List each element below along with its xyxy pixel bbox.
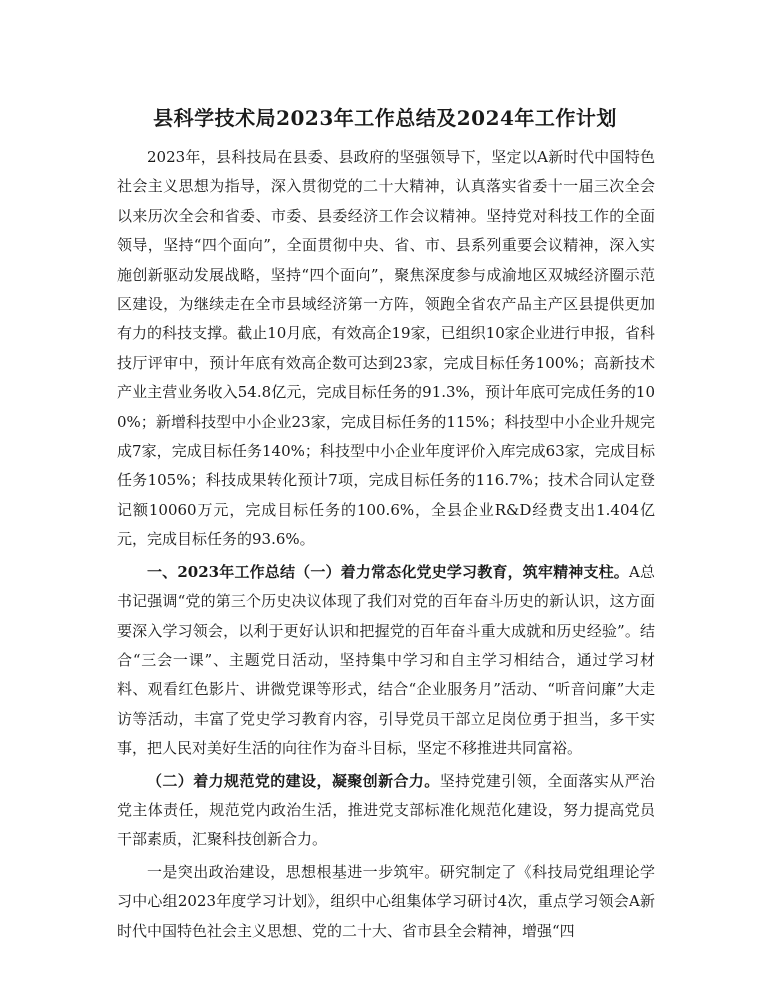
paragraph-text: A总书记强调“党的第三个历史决议体现了我们对党的百年奋斗历史的新认识，这方面要深入学习领会，以利于更好认识和把握党的百年奋斗重大成就和历史经验”。结合“三会一课”、主题党日活动，坚持集中学习和自主学习相结合，通过学习材料、观看红色影片、讲微党课等形式，结合“企业服务月”活动、“听音问廉”大走访等活动，丰富了党史学习教育内容，引导党员干部立足岗位勇于担当，多干实事，把人民对美好生活的向往作为奋斗目标，坚定不移推进共同富裕。: [117, 562, 655, 758]
paragraph-intro: [117, 143, 655, 555]
paragraph-point-1: [117, 858, 655, 946]
document-body: [117, 143, 655, 946]
section-heading: 一、2023年工作总结（一）着力常态化党史学习教育，筑牢精神支柱。: [147, 562, 629, 581]
paragraph-text: 一是突出政治建设，思想根基进一步筑牢。研究制定了《科技局党组理论学习中心组2023年度学习计划》，组织中心组集体学习研讨4次，重点学习领会A新时代中国特色社会主义思想、党的二十大、省市县全会精神，增强“四: [117, 862, 655, 940]
paragraph-text: 2023年，县科技局在县委、县政府的坚强领导下，坚定以A新时代中国特色社会主义思想为指导，深入贯彻党的二十大精神，认真落实省委十一届三次全会以来历次全会和省委、市委、县委经济工作会议精神。坚持党对科技工作的全面领导，坚持“四个面向”，全面贯彻中央、省、市、县系列重要会议精神，深入实施创新驱动发展战略，坚持“四个面向”，聚焦深度参与成渝地区双城经济圈示范区建设，为继续走在全市县域经济第一方阵，领跑全省农产品主产区县提供更加有力的科技支撑。截止10月底，有效高企19家，已组织10家企业进行申报，省科技厅评审中，预计年底有效高企数可达到23家，完成目标任务100%；高新技术产业主营业务收入54.8亿元，完成目标任务的91.3%，预计年底可完成任务的100%；新增科技型中小企业23家，完成目标任务的115%；科技型中小企业升规完成7家，完成目标任务140%；科技型中小企业年度评价入库完成63家，完成目标任务105%；科技成果转化预计7项，完成目标任务的116.7%；技术合同认定登记额10060万元，完成目标任务的100.6%，全县企业R&D经费支出1.404亿元，完成目标任务的93.6%。: [117, 148, 655, 549]
paragraph-section-2: [117, 767, 655, 855]
document-title: 县科学技术局2023年工作总结及2024年工作计划: [153, 106, 617, 130]
paragraph-section-1: [117, 558, 655, 764]
paragraph-text: 坚持党建引领，全面落实从严治党主体责任，规范党内政治生活，推进党支部标准化规范化建设，努力提高党员干部素质，汇聚科技创新合力。: [117, 771, 655, 849]
section-heading: （二）着力规范党的建设，凝聚创新合力。: [147, 771, 440, 790]
